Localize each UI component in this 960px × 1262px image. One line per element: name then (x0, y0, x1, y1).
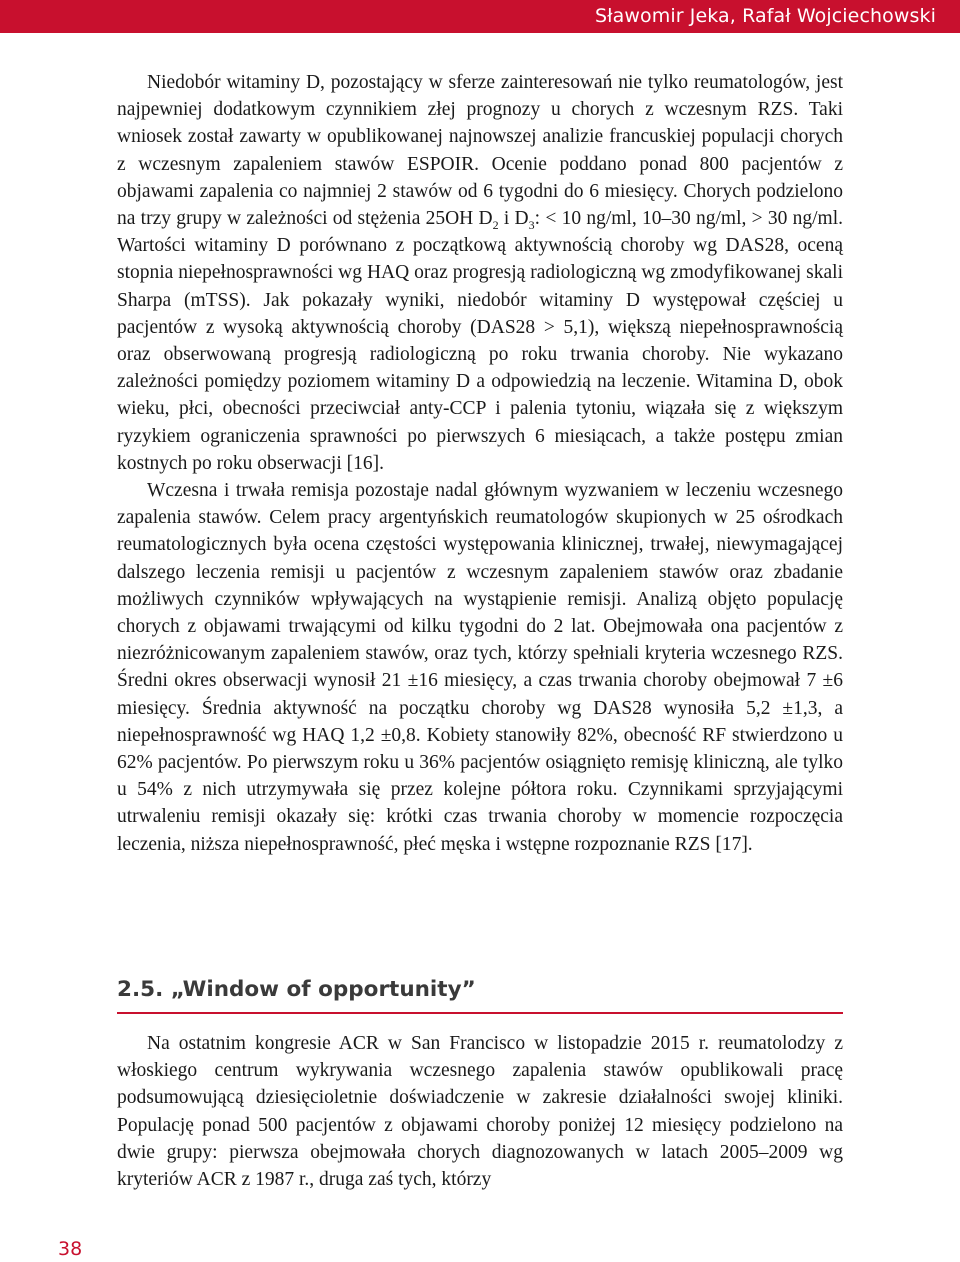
section-heading: 2.5. „Window of opportunity” (117, 977, 476, 1002)
paragraph-text: : < 10 ng/ml, 10–30 ng/ml, > 30 ng/ml. Wartości witaminy D porównano z początkową aktywnością choroby wg DAS28, oceną stopnia niepełnosprawności wg HAQ oraz progresją radiologiczną wg zmodyfikowanej skali Sharpa (mTSS). Jak pokazały wyniki, niedobór witaminy D występował częściej u pacjentów z wysoką aktywnością choroby (DAS28 > 5,1), większą niepełnosprawnością oraz obserwowaną progresją radiologiczną po roku trwania choroby. Nie wykazano zależności pomiędzy poziomem witaminy D a odpowiedzią na leczenie. Witamina D, obok wieku, płci, obecności przeciwciał anty-CCP i palenia tytoniu, wiązała się z większym ryzykiem ograniczenia sprawności po pierwszych 6 miesiącach, a także postępu zmian kostnych po roku obserwacji [16]. (117, 208, 844, 474)
header-bar (0, 0, 960, 33)
paragraph-text: i D (498, 208, 529, 230)
heading-underline (117, 1012, 843, 1014)
section-body-window-of-opportunity (117, 1030, 843, 1193)
subscript: 2 (492, 217, 499, 232)
paragraph: Wczesna i trwała remisja pozostaje nadal głównym wyzwaniem w leczeniu wczesnego zapalenia stawów. Celem pracy argentyńskich reumatologów skupionych w 25 ośrodkach reumatologicznych była ocena częstości występowania klinicznej, trwałej, niewymagającej dalszego leczenia remisji u pacjentów z wczesnym zapaleniem stawów oraz zbadanie możliwych czynników wpływających na wystąpienie remisji. Analizą objęto populację chorych z objawami trwającymi od kilku tygodni do 2 lat. Obejmowała ona pacjentów z niezróżnicowanym zapaleniem stawów, oraz tych, którzy spełniali kryteria wczesnego RZS. Średni okres obserwacji wynosił 21 ±16 miesięcy, a czas trwania choroby obejmował 7 ±6 miesięcy. Średnia aktywność na początku choroby wg DAS28 wynosiła 5,2 ±1,3, a niepełnosprawność wg HAQ 1,2 ±0,8. Kobiety stanowiły 82%, obecność RF stwierdzono u 62% pacjentów. Po pierwszym roku u 36% pacjentów osiągnięto remisję kliniczną, ale tylko u 54% z nich utrzymywała się przez kolejne półtora roku. Czynnikami sprzyjającymi utrwaleniu remisji okazały się: krótki czas trwania choroby w momencie rozpoczęcia leczenia, niższa niepełnosprawność, płeć męska i wstępne rozpoznanie RZS [17]. (117, 480, 843, 855)
running-header-authors: Sławomir Jeka, Rafał Wojciechowski (594, 5, 936, 27)
paragraph: Na ostatnim kongresie ACR w San Francisco w listopadzie 2015 r. reumatolodzy z włoskiego centrum wykrywania wczesnego zapalenia stawów opublikowali pracę podsumowującą dziesięcioletnie doświadczenie w zakresie działalności swojej kliniki. Populację ponad 500 pacjentów z objawami choroby poniżej 12 miesięcy podzielono na dwie grupy: pierwsza obejmowała chorych diagnozowanych w latach 2005–2009 wg kryteriów ACR z 1987 r., druga zaś tych, którzy (117, 1033, 843, 1191)
page-number: 38 (58, 1238, 83, 1260)
paragraph-text: Niedobór witaminy D, pozostający w sferze zainteresowań nie tylko reumatologów, jest najpewniej dodatkowym czynnikiem złej prognozy u chorych z wczesnym RZS. Taki wniosek został zawarty w opublikowanej najnowszej analizie francuskiej populacji chorych z wczesnym zapaleniem stawów ESPOIR. Ocenie poddano ponad 800 pacjentów z objawami zapalenia co najmniej 2 stawów od 6 tygodni do 6 miesięcy. Chorych podzielono na trzy grupy w zależności od stężenia 25OH D (117, 72, 843, 230)
subscript: 3 (528, 217, 535, 232)
section-body-vitamin-d (117, 69, 843, 858)
paragraph (117, 69, 843, 477)
